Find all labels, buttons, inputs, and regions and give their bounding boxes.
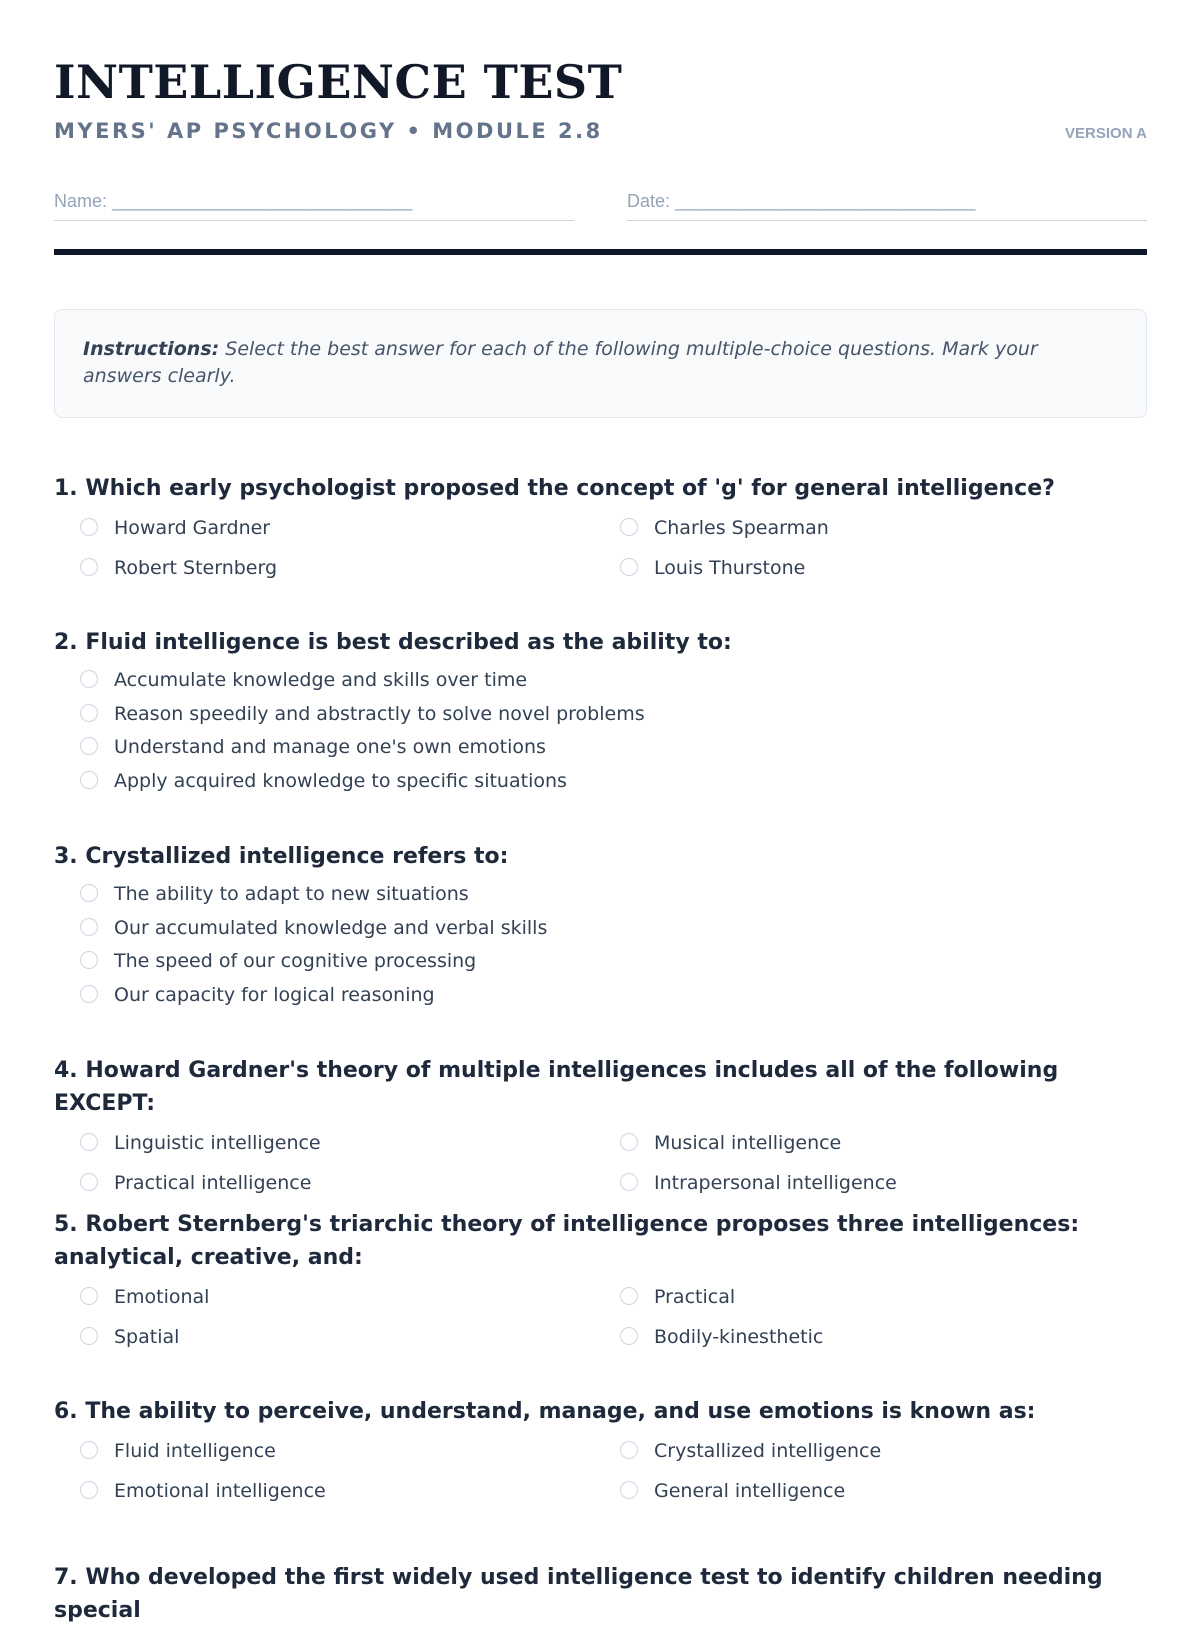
- question-text: 7. Who developed the first widely used intelligence test to identify children needing special: [54, 1565, 1103, 1623]
- answer-option[interactable]: [594, 1478, 1134, 1518]
- answer-options: [54, 1284, 1147, 1364]
- question-text: 1. Which early psychologist proposed the concept of 'g' for general intelligence?: [54, 476, 1055, 501]
- option-label: General intelligence: [654, 1480, 846, 1502]
- answer-options: [54, 1130, 1147, 1210]
- radio-button-icon[interactable]: [620, 1327, 638, 1345]
- radio-button-icon[interactable]: [80, 518, 98, 536]
- answer-option[interactable]: [594, 555, 1134, 595]
- option-label: Reason speedily and abstractly to solve novel problems: [114, 702, 645, 725]
- option-label: Apply acquired knowledge to specific situations: [114, 769, 567, 792]
- radio-button-icon[interactable]: [620, 1287, 638, 1305]
- answer-option[interactable]: [54, 1478, 594, 1518]
- answer-options: [54, 667, 1147, 801]
- answer-option[interactable]: [54, 701, 1147, 735]
- answer-option[interactable]: [594, 1324, 1134, 1364]
- radio-button-icon[interactable]: [80, 1327, 98, 1345]
- question-text: 2. Fluid intelligence is best described as the ability to:: [54, 630, 732, 655]
- radio-button-icon[interactable]: [620, 1441, 638, 1459]
- question-text: 6. The ability to perceive, understand, manage, and use emotions is known as:: [54, 1399, 1036, 1424]
- question-1: [54, 472, 1147, 595]
- option-label: Robert Sternberg: [114, 557, 278, 579]
- option-label: Understand and manage one's own emotions: [114, 736, 546, 758]
- option-label: Practical intelligence: [114, 1172, 312, 1194]
- instructions-box: [54, 309, 1147, 418]
- answer-option[interactable]: [54, 1284, 594, 1324]
- answer-option[interactable]: [54, 1130, 594, 1170]
- radio-button-icon[interactable]: [620, 1133, 638, 1151]
- option-label: Spatial: [114, 1326, 180, 1348]
- radio-button-icon[interactable]: [80, 1441, 98, 1459]
- radio-button-icon[interactable]: [80, 985, 98, 1003]
- header-divider: [54, 249, 1147, 255]
- answer-options: [54, 515, 1147, 595]
- question-text: 4. Howard Gardner's theory of multiple intelligences includes all of the following EXCEPT:: [54, 1058, 1059, 1116]
- date-field[interactable]: Date: ______________________________: [627, 186, 1147, 221]
- radio-button-icon[interactable]: [80, 558, 98, 576]
- answer-option[interactable]: [54, 734, 1147, 768]
- radio-button-icon[interactable]: [80, 670, 98, 688]
- radio-button-icon[interactable]: [620, 1173, 638, 1191]
- answer-option[interactable]: [594, 1438, 1134, 1478]
- radio-button-icon[interactable]: [80, 884, 98, 902]
- question-5: [54, 1208, 1147, 1364]
- radio-button-icon[interactable]: [80, 1133, 98, 1151]
- answer-option[interactable]: [54, 1170, 594, 1210]
- page-title: INTELLIGENCE TEST: [54, 55, 623, 109]
- question-2: [54, 626, 1147, 801]
- answer-option[interactable]: [54, 1324, 594, 1364]
- option-label: Crystallized intelligence: [654, 1440, 882, 1462]
- instructions-text: Select the best answer for each of the following multiple-choice questions. Mark your answers clearly.: [83, 338, 1038, 387]
- answer-option[interactable]: [594, 1170, 1134, 1210]
- radio-button-icon[interactable]: [620, 518, 638, 536]
- answer-option[interactable]: [594, 515, 1134, 555]
- option-label: Practical: [654, 1286, 736, 1308]
- answer-option[interactable]: [54, 915, 1147, 949]
- answer-option[interactable]: [54, 515, 594, 555]
- option-label: Bodily-kinesthetic: [654, 1326, 824, 1348]
- question-4: [54, 1054, 1147, 1210]
- radio-button-icon[interactable]: [80, 771, 98, 789]
- answer-option[interactable]: [594, 1284, 1134, 1324]
- option-label: The speed of our cognitive processing: [114, 950, 477, 972]
- answer-option[interactable]: [54, 667, 1147, 701]
- answer-option[interactable]: [54, 948, 1147, 982]
- question-text: 3. Crystallized intelligence refers to:: [54, 844, 509, 869]
- question-6: [54, 1395, 1147, 1518]
- option-label: Emotional: [114, 1286, 210, 1308]
- answer-option[interactable]: [54, 555, 594, 595]
- answer-option[interactable]: [54, 881, 1147, 915]
- radio-button-icon[interactable]: [80, 737, 98, 755]
- option-label: Louis Thurstone: [654, 557, 806, 579]
- option-label: Accumulate knowledge and skills over time: [114, 669, 528, 691]
- radio-button-icon[interactable]: [80, 918, 98, 936]
- option-label: Emotional intelligence: [114, 1480, 326, 1502]
- answer-option[interactable]: [54, 768, 1147, 802]
- answer-options: [54, 1438, 1147, 1518]
- radio-button-icon[interactable]: [80, 1481, 98, 1499]
- radio-button-icon[interactable]: [620, 1481, 638, 1499]
- answer-options: [54, 881, 1147, 1015]
- instructions-label: Instructions:: [83, 338, 220, 360]
- question-3: [54, 840, 1147, 1015]
- option-label: Howard Gardner: [114, 517, 271, 539]
- question-text: 5. Robert Sternberg's triarchic theory of intelligence proposes three intelligences: analytical, creative, and:: [54, 1212, 1080, 1270]
- option-label: Charles Spearman: [654, 517, 829, 539]
- subtitle: MYERS' AP PSYCHOLOGY • MODULE 2.8: [54, 119, 603, 143]
- radio-button-icon[interactable]: [80, 1173, 98, 1191]
- radio-button-icon[interactable]: [80, 1287, 98, 1305]
- option-label: Intrapersonal intelligence: [654, 1172, 897, 1194]
- option-label: Our accumulated knowledge and verbal skills: [114, 916, 548, 939]
- name-field[interactable]: Name: ______________________________: [54, 186, 574, 221]
- option-label: Fluid intelligence: [114, 1440, 276, 1462]
- question-7: [54, 1561, 1147, 1627]
- answer-option[interactable]: [54, 1438, 594, 1478]
- radio-button-icon[interactable]: [80, 951, 98, 969]
- option-label: Musical intelligence: [654, 1132, 842, 1154]
- option-label: The ability to adapt to new situations: [114, 883, 469, 905]
- radio-button-icon[interactable]: [80, 704, 98, 722]
- radio-button-icon[interactable]: [620, 558, 638, 576]
- answer-option[interactable]: [594, 1130, 1134, 1170]
- option-label: Linguistic intelligence: [114, 1132, 321, 1154]
- answer-option[interactable]: [54, 982, 1147, 1016]
- option-label: Our capacity for logical reasoning: [114, 983, 435, 1006]
- version-label: VERSION A: [1065, 125, 1147, 142]
